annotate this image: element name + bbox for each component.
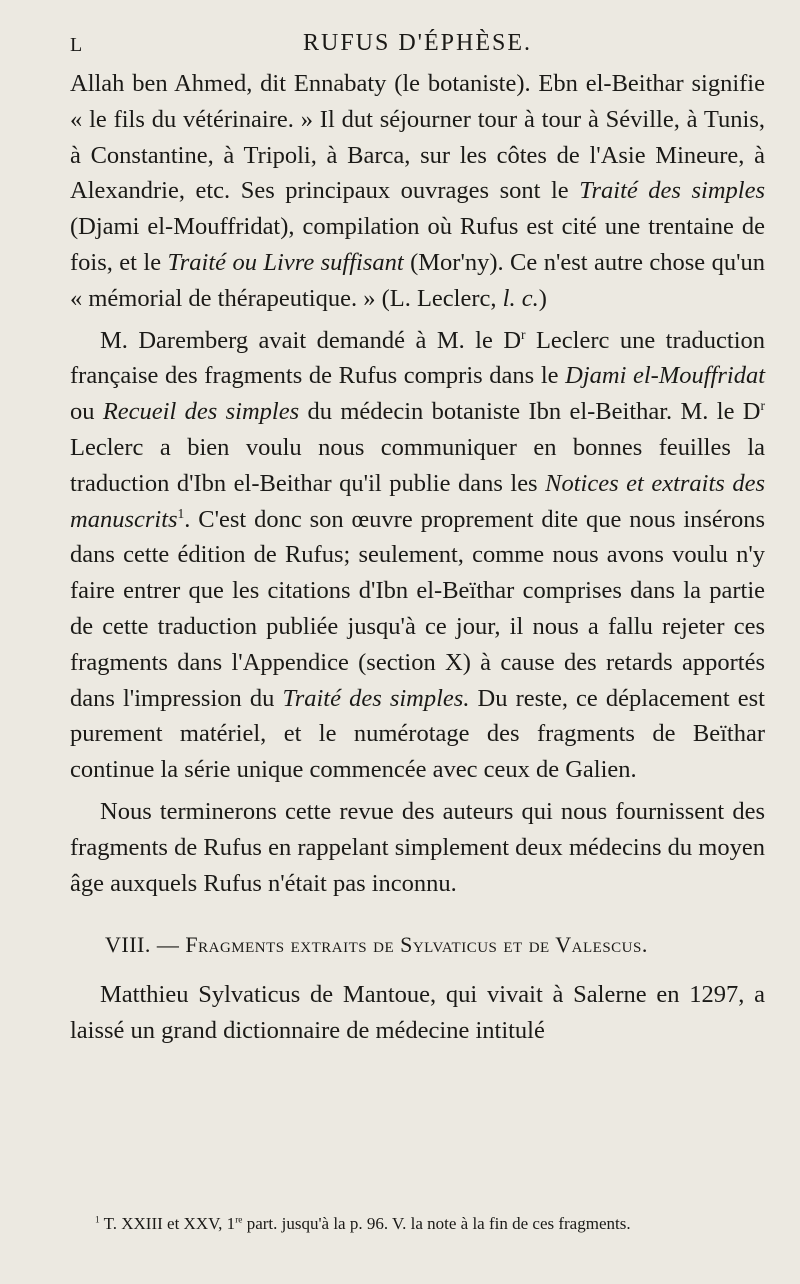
italic-run: Recueil des simples: [102, 398, 300, 426]
text-run: M. Daremberg avait demandé à M. le D: [100, 326, 522, 354]
section-number: VIII. —: [105, 932, 180, 958]
body-text: [70, 66, 765, 1049]
italic-run: Traité ou Livre suffisant: [167, 248, 404, 276]
footnote-ref[interactable]: 1: [177, 505, 185, 521]
paragraph-3: Nous terminerons cette revue des auteurs qui nous fournissent des fragments de Rufus en rappelant simplement deux médecins du moyen âge auxquels Rufus n'était pas inconnu.: [70, 797, 765, 897]
footnote-text: T. XXIII et XXV, 1: [99, 1214, 236, 1233]
superscript: r: [521, 326, 526, 342]
paragraph-4: Matthieu Sylvaticus de Mantoue, qui vivait à Salerne en 1297, a laissé un grand dictionnaire de médecine intitulé: [70, 981, 765, 1044]
paragraph-1: [70, 66, 765, 317]
text-run: Leclerc une traduction française des fragments de Rufus compris dans le: [70, 326, 765, 390]
section-title-text: Fragments extraits de Sylvaticus et de Valescus.: [185, 932, 648, 958]
italic-run: Djami el-Mouffridat: [565, 362, 765, 390]
text-run: Allah ben Ahmed, dit Ennabaty (le botaniste). Ebn el-Beithar signifie « le fils du vétérinaire. » Il dut séjourner tour à tour à Séville, à Tunis, à Constantine, à Tripoli, à Barca, sur les côtes de l'Asie Mineure, à Alexandrie, etc. Ses principaux ouvrages sont le: [70, 70, 765, 205]
italic-run: Notices et extraits des manuscrits: [70, 469, 765, 533]
italic-run: l. c.: [502, 284, 539, 312]
footnote: [95, 1212, 765, 1236]
superscript: re: [235, 1215, 243, 1226]
italic-run: Traité des simples: [579, 177, 765, 205]
text-run: Leclerc a bien voulu nous communiquer en bonnes feuilles la traduction d'Ibn el-Beithar qu'il publie dans les: [70, 433, 765, 497]
text-run: (Djami el-Mouffridat), compilation où Rufus est cité une trentaine de fois, et le: [70, 213, 765, 276]
running-title: RUFUS D'ÉPHÈSE.: [302, 30, 533, 56]
running-header: [70, 28, 765, 64]
italic-run: Traité des simples.: [282, 684, 470, 712]
page-number: L: [70, 34, 84, 56]
footnote-text: part. jusqu'à la p. 96. V. la note à la fin de ces fragments.: [242, 1214, 631, 1233]
text-run: . C'est donc son œuvre proprement dite que nous insérons dans cette édition de Rufus; seulement, comme nous avons voulu n'y faire entrer que les citations d'Ibn el-Beïthar comprises dans la partie de cette traduction publiée jusqu'à ce jour, il nous a fallu rejeter ces fragments dans l'Appendice (section X) à cause des retards apportés dans l'impression du: [70, 505, 765, 712]
text-run: (Mor'ny). Ce n'est autre chose qu'un « mémorial de thérapeutique. » (L. Leclerc,: [70, 248, 765, 312]
section-heading: [70, 927, 765, 963]
text-run: ou: [70, 398, 103, 426]
superscript: r: [760, 398, 765, 414]
text-run: du médecin botaniste Ibn el-Beithar. M. le D: [299, 398, 761, 426]
paragraph-2: [70, 323, 765, 788]
footnote-marker: 1: [95, 1215, 100, 1226]
text-run: ): [538, 284, 547, 312]
text-run: Du reste, ce déplacement est purement matériel, et le numérotage des fragments de Beïthar continue la série unique commencée avec ceux de Galien.: [70, 684, 765, 784]
